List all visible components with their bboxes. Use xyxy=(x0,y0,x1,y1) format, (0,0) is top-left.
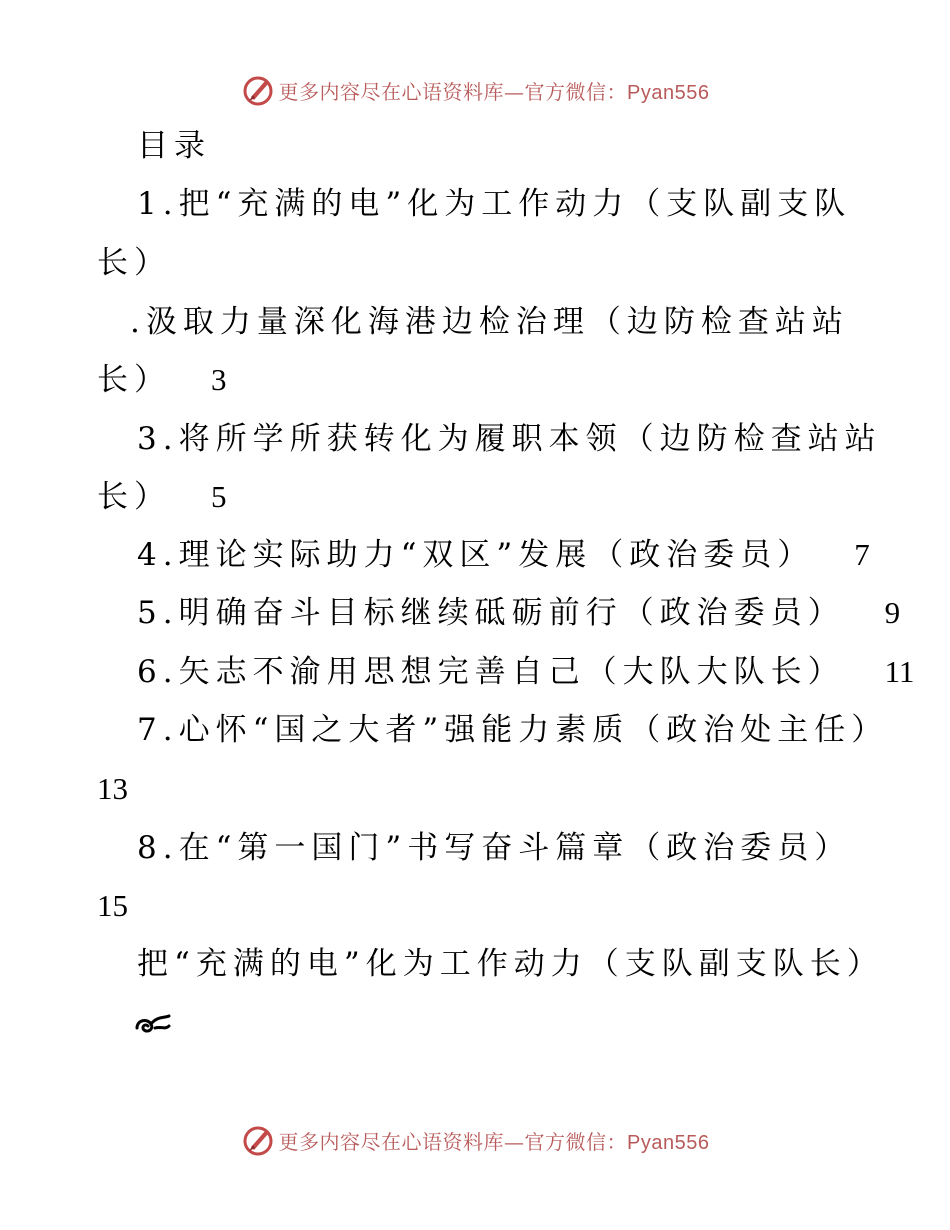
toc-entry-7-page: 13 xyxy=(97,771,128,806)
watermark-header xyxy=(0,70,950,110)
toc-entry-2-cont: 长） 3 xyxy=(97,362,227,398)
toc-entry-5-page: 9 xyxy=(884,595,901,630)
section-title: 把“充满的电”化为工作动力（支队副支队长） xyxy=(137,946,884,982)
flourish-icon xyxy=(133,1012,173,1036)
watermark-text: 更多内容尽在心语资料库—官方微信：Pyan556 xyxy=(278,79,710,104)
toc-entry-2-page: 3 xyxy=(211,362,227,397)
pen-seal-icon xyxy=(241,1123,275,1157)
toc-entry-7-title: 7.心怀“国之大者”强能力素质（政治处主任） xyxy=(137,712,889,748)
toc-entry-4: 4.理论实际助力“双区”发展（政治委员） 7 xyxy=(137,537,870,573)
toc-entry-6-page: 11 xyxy=(884,654,915,689)
toc-entry-4-page: 7 xyxy=(854,537,870,572)
toc-entry-6: 6.矢志不渝用思想完善自己（大队大队长） 11 xyxy=(137,654,915,690)
pen-seal-icon xyxy=(241,73,275,107)
toc-entry-5: 5.明确奋斗目标继续砥砺前行（政治委员） 9 xyxy=(137,595,901,631)
toc-entry-3-page: 5 xyxy=(211,479,227,514)
toc-entry-1-title: 1.把“充满的电”化为工作动力（支队副支队 xyxy=(137,186,852,222)
toc-entry-3-cont: 长） 5 xyxy=(97,479,227,515)
toc-entry-3-title: 3.将所学所获转化为履职本领（边防检查站站 xyxy=(137,421,882,457)
watermark-footer xyxy=(0,1120,950,1160)
toc-heading: 目录 xyxy=(137,128,211,164)
toc-entry-8-page: 15 xyxy=(97,888,128,923)
watermark-text: 更多内容尽在心语资料库—官方微信：Pyan556 xyxy=(278,1129,710,1154)
toc-entry-1-cont: 长） xyxy=(97,245,171,281)
toc-entry-2-title: .汲取力量深化海港边检治理（边防检查站站 xyxy=(130,304,849,340)
toc-entry-8-title: 8.在“第一国门”书写奋斗篇章（政治委员） xyxy=(137,830,852,866)
